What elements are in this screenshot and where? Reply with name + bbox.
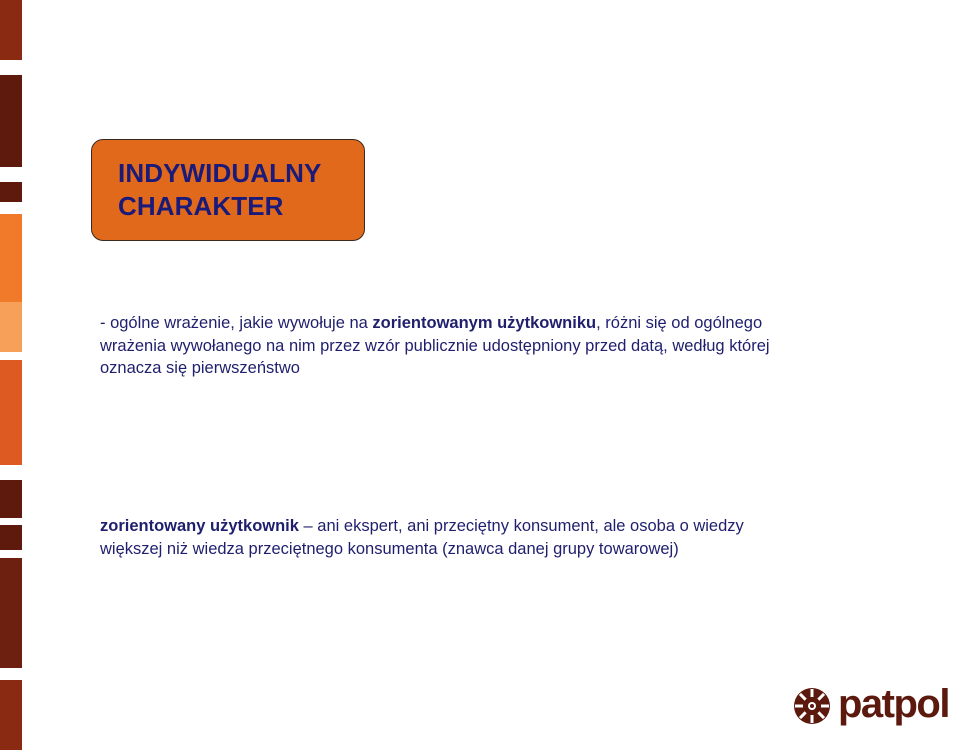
stripe-segment [0,0,22,60]
text-span: – ani ekspert, ani przeciętny konsument, ale osoba o wiedzy [298,517,744,535]
paragraph-line [100,515,744,538]
title-line-1: INDYWIDUALNY [118,158,322,188]
bold-term: zorientowanym użytkowniku [372,314,597,332]
paragraph-line: wrażenia wywołanego na nim przez wzór publicznie udostępniony przed datą, według której [100,336,770,355]
stripe-segment [0,182,22,202]
paragraph-line: oznacza się pierwszeństwo [100,359,300,377]
stripe-segment [0,302,22,352]
stripe-segment [0,60,22,70]
text-span: - ogólne wrażenie, jakie wywołuje na [100,314,373,332]
paragraph-line: większej niż wiedza przeciętnego konsumenta (znawca danej grupy towarowej) [100,539,679,558]
paragraph-definition [100,312,770,380]
patpol-logo [792,682,949,726]
paragraph-informed-user [100,515,744,560]
text-span: , różni się od ogólnego [596,314,763,332]
stripe-segment [0,214,22,302]
stripe-segment [0,360,22,465]
patpol-emblem-icon [792,686,832,726]
stripe-segment [0,75,22,167]
stripe-segment [0,558,22,668]
title-line-2: CHARAKTER [118,191,284,221]
bold-term: zorientowany użytkownik [100,517,299,535]
stripe-segment [0,480,22,518]
paragraph-line [100,312,770,335]
stripe-segment [0,680,22,750]
title-box [91,139,365,241]
stripe-segment [0,525,22,550]
logo-wordmark: patpol [838,682,949,726]
